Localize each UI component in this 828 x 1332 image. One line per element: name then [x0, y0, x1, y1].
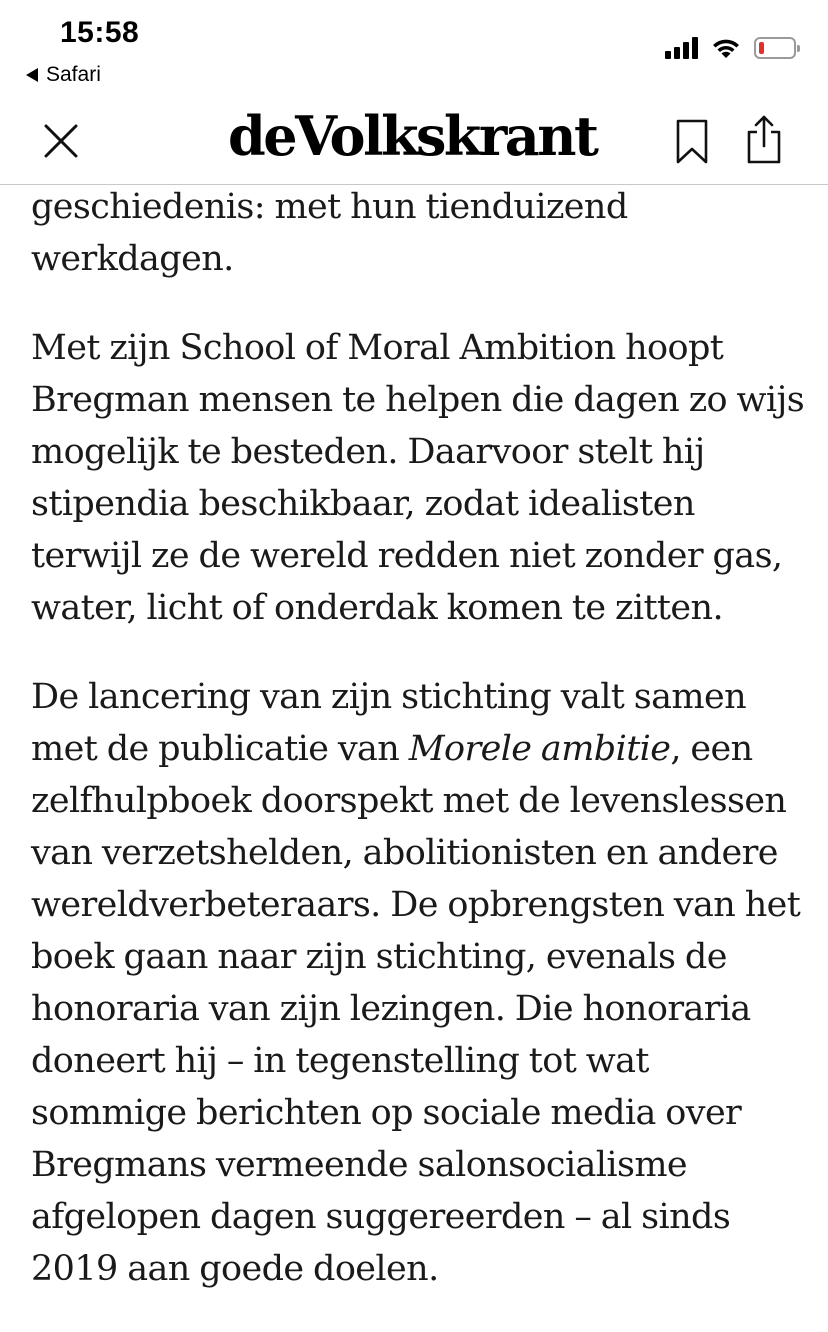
bookmark-button[interactable] — [672, 118, 712, 166]
back-arrow-icon — [26, 68, 38, 82]
article-paragraph-1 — [31, 181, 811, 285]
status-icons — [665, 36, 796, 60]
close-button[interactable] — [38, 118, 84, 164]
paragraph-3-text-after: , een zelfhulpboek doorspekt met de levenslessen van verzetshelden, abolitionisten en andere wereldverbeteraars. De opbrengsten van het boek gaan naar zijn stichting, evenals de honoraria van zijn lezingen. Die honoraria doneert hij – in tegenstelling tot wat sommige berichten op sociale media over Bregmans vermeende salonsocialisme afgelopen dagen suggereerden – al sinds 2019 aan goede doelen. — [31, 729, 801, 1289]
wifi-icon — [710, 36, 742, 60]
reader-nav-bar — [0, 96, 828, 185]
status-time: 15:58 — [60, 16, 140, 49]
book-title: Morele ambitie — [408, 729, 671, 769]
paragraph-1-line-1: geschiedenis: met hun tienduizend — [31, 187, 628, 227]
back-app-label: Safari — [46, 63, 101, 86]
volkskrant-logo[interactable]: deVolkskrant — [228, 104, 597, 168]
article-paragraph-2: Met zijn School of Moral Ambition hoopt Bregman mensen te helpen die dagen zo wijs mogelijk te besteden. Daarvoor stelt hij stipendia beschikbaar, zodat idealisten terwijl ze de wereld redden niet zonder gas, water, licht of onderdak komen te zitten. — [31, 328, 805, 628]
article-body — [31, 181, 811, 1332]
article-paragraph-3 — [31, 671, 811, 1295]
paragraph-1-line-2: werkdagen. — [31, 239, 234, 279]
share-icon — [742, 114, 786, 166]
share-button[interactable] — [742, 114, 786, 166]
status-bar — [0, 0, 828, 96]
battery-icon — [754, 37, 796, 59]
paragraph-3-text-before: De lancering van zijn stichting valt samen met de publicatie van — [31, 677, 747, 769]
back-to-app-button[interactable] — [26, 63, 101, 87]
bookmark-icon — [672, 118, 712, 166]
close-icon — [38, 118, 84, 164]
cellular-signal-icon — [665, 37, 698, 59]
